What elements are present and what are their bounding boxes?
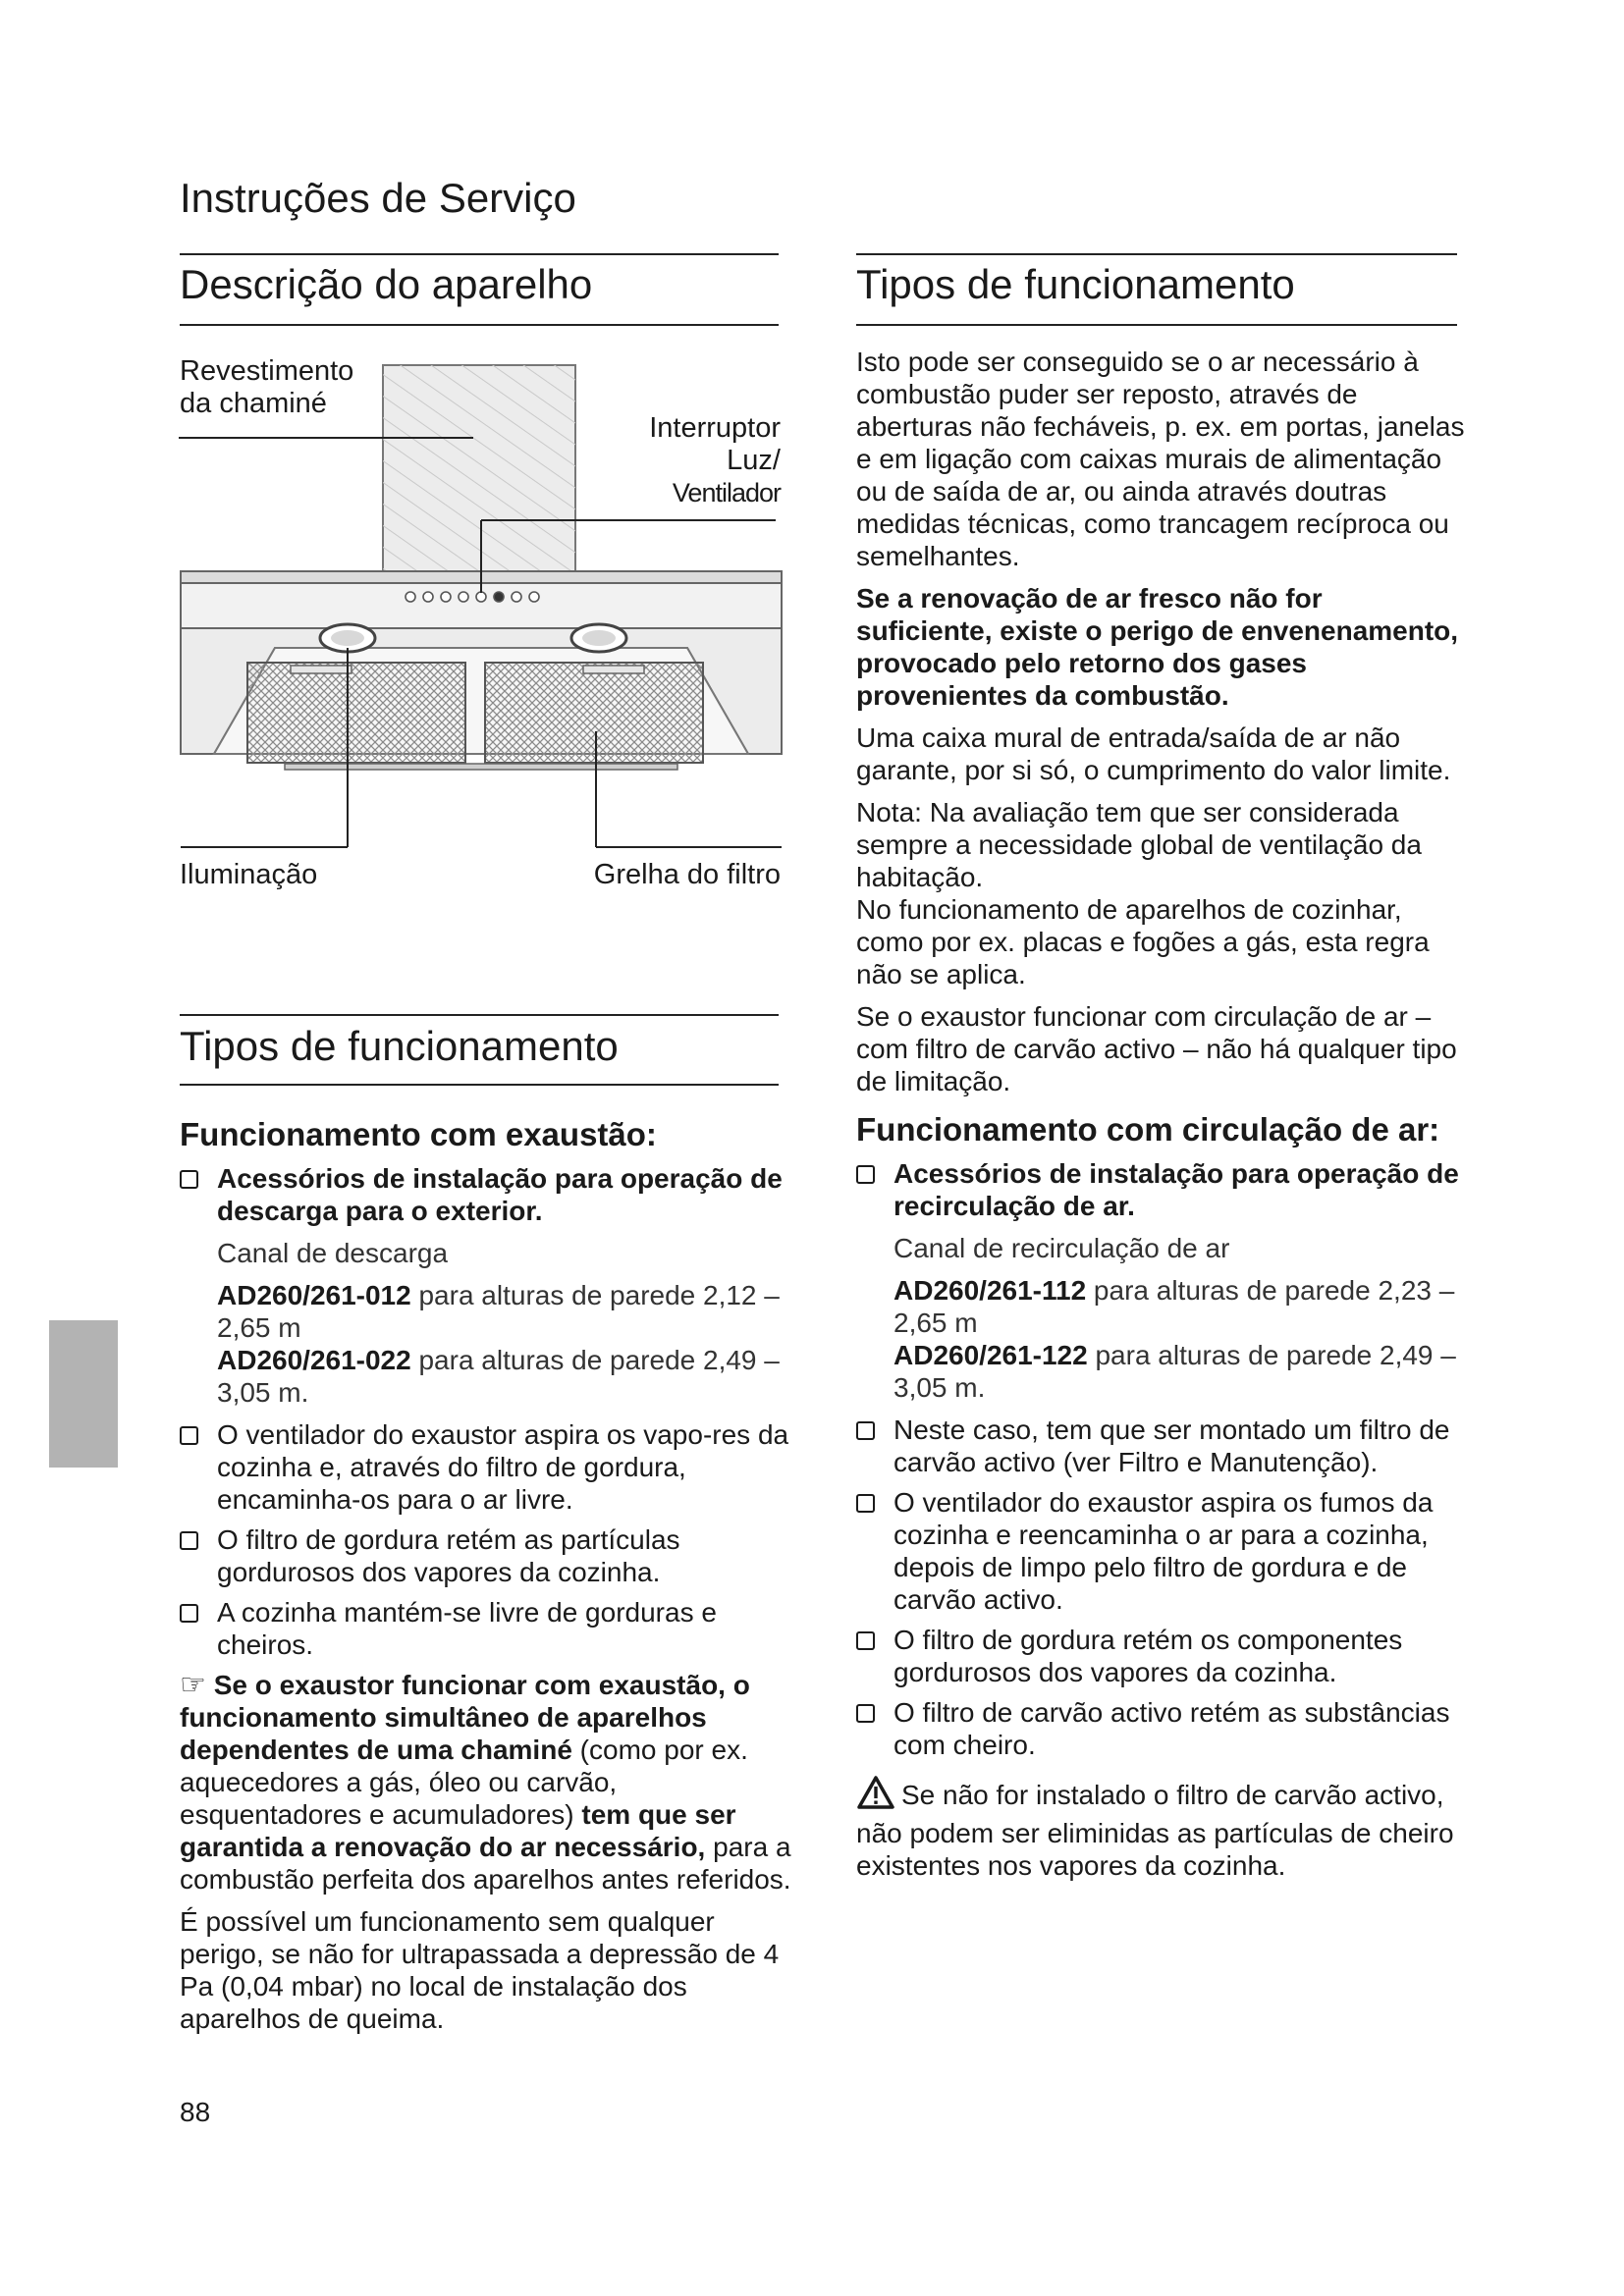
model-code: AD260/261-022 (217, 1345, 411, 1375)
final-warning-text: Se não for instalado o filtro de carvão activo, não podem ser eliminidas as partículas de cheiro existentes nos vapores da cozinha. (856, 1780, 1454, 1881)
paragraph: É possível um funcionamento sem qualquer perigo, se não for ultrapassada a depressão de 4 Pa (0,04 mbar) no local de instalação dos aparelhos de queima. (180, 1906, 780, 2034)
warning-paragraph: Se a renovação de ar fresco não for suficiente, existe o perigo de envenenamento, provocado pelo retorno dos gases provenientes da combustão. (856, 583, 1459, 711)
list-item (856, 1624, 1465, 1688)
list-item-text: O ventilador do exaustor aspira os vapo-res da cozinha e, através do filtro de gordura, encaminha-os para o ar livre. (217, 1419, 789, 1515)
model-desc: para alturas de parede 2,49 – 3,05 m. (217, 1345, 780, 1408)
list-item (180, 1596, 800, 1661)
left-body (180, 1116, 800, 2045)
model-desc: para alturas de parede 2,12 – 2,65 m (217, 1280, 780, 1343)
checkbox-bullet-icon (180, 1531, 198, 1550)
list-item-text: O ventilador do exaustor aspira os fumos da cozinha e reencaminha o ar para a cozinha, depois de limpo pelo filtro de gordura e de carvão activo. (893, 1487, 1434, 1615)
right-body (856, 346, 1465, 1892)
section-title-operation-left: Tipos de funcionamento (180, 1023, 619, 1069)
checkbox-bullet-icon (856, 1631, 875, 1650)
list-item (856, 1157, 1465, 1222)
list-item-text: O filtro de carvão activo retém as substâncias com cheiro. (893, 1697, 1450, 1760)
exhaust-heading: Funcionamento com exaustão: (180, 1116, 657, 1152)
checkbox-bullet-icon (180, 1426, 198, 1445)
accessory-title: Acessórios de instalação para operação de recirculação de ar. (893, 1158, 1459, 1221)
paragraph: Se o exaustor funcionar com circulação de ar – com filtro de carvão activo – não há qualquer tipo de limitação. (856, 1001, 1457, 1096)
list-item-text: Neste caso, tem que ser montado um filtro de carvão activo (ver Filtro e Manutenção). (893, 1415, 1450, 1477)
chimney-note (180, 1669, 800, 1896)
final-warning (856, 1775, 1465, 1882)
label-switch-line3: Ventilador (672, 478, 781, 507)
label-switch-line2: Luz/ (727, 445, 781, 476)
paragraph: Isto pode ser conseguido se o ar necessário à combustão puder ser reposto, através de aberturas não fecháveis, p. ex. em portas, janelas e em ligação com caixas murais de alimentação ou de saída de ar, ou ainda através doutras medidas técnicas, como trancagem recíproca ou semelhantes. (856, 347, 1465, 571)
model-1 (856, 1274, 1465, 1339)
model-2 (180, 1344, 800, 1409)
section-title-description: Descrição do aparelho (180, 261, 593, 307)
checkbox-bullet-icon (180, 1170, 198, 1189)
model-desc: para alturas de parede 2,49 – 3,05 m. (893, 1340, 1456, 1403)
list-item (180, 1523, 800, 1588)
list-item-text: A cozinha mantém-se livre de gorduras e cheiros. (217, 1597, 717, 1660)
circulation-heading: Funcionamento com circulação de ar: (856, 1111, 1440, 1148)
model-desc: para alturas de parede 2,23 – 2,65 m (893, 1275, 1455, 1338)
hand-pointer-icon: ☞ (180, 1669, 206, 1701)
list-item (856, 1486, 1465, 1616)
divider (180, 1014, 779, 1016)
divider (180, 253, 779, 255)
model-code: AD260/261-122 (893, 1340, 1088, 1370)
note-text: para a combustão perfeita dos aparelhos antes referidos. (180, 1832, 791, 1895)
checkbox-bullet-icon (856, 1704, 875, 1723)
checkbox-bullet-icon (180, 1604, 198, 1623)
label-filter-grille: Grelha do filtro (593, 859, 781, 890)
note-bold: tem que ser garantida a renovação do ar necessário, (180, 1799, 736, 1862)
divider (856, 253, 1457, 255)
model-code: AD260/261-012 (217, 1280, 411, 1310)
page-number: 88 (180, 2097, 211, 2127)
page-title: Instruções de Serviço (180, 175, 576, 221)
divider (180, 1084, 779, 1086)
model-code: AD260/261-112 (893, 1275, 1087, 1306)
model-1 (180, 1279, 800, 1344)
label-switch-line1: Interruptor (649, 412, 781, 444)
note-bold: Se o exaustor funcionar com exaustão, o funcionamento simultâneo de aparelhos dependentes de uma chaminé (180, 1670, 750, 1765)
note-text: (como por ex. aquecedores a gás, óleo ou carvão, esquentadores e acumuladores) (180, 1735, 748, 1830)
accessory-channel: Canal de recirculação de ar (893, 1233, 1230, 1263)
checkbox-bullet-icon (856, 1421, 875, 1440)
checkbox-bullet-icon (856, 1494, 875, 1513)
section-title-operation-right: Tipos de funcionamento (856, 261, 1295, 307)
divider (856, 324, 1457, 326)
divider (180, 324, 779, 326)
side-tab-marker (49, 1320, 118, 1468)
paragraph: No funcionamento de aparelhos de cozinhar, como por ex. placas e fogões a gás, esta regra não se aplica. (856, 894, 1430, 989)
paragraph: Nota: Na avaliação tem que ser considerada sempre a necessidade global de ventilação da habitação. (856, 797, 1422, 892)
warning-triangle-icon (856, 1775, 895, 1817)
list-item (856, 1696, 1465, 1761)
model-2 (856, 1339, 1465, 1404)
list-item (856, 1414, 1465, 1478)
checkbox-bullet-icon (856, 1165, 875, 1184)
label-chimney-cover: Revestimento da chaminé (180, 355, 354, 419)
label-lighting: Iluminação (180, 859, 318, 890)
label-switch (589, 412, 781, 509)
list-item-text: O filtro de gordura retém os componentes gordurosos dos vapores da cozinha. (893, 1625, 1403, 1687)
accessory-title: Acessórios de instalação para operação de descarga para o exterior. (217, 1163, 783, 1226)
list-item (180, 1418, 800, 1516)
paragraph: Uma caixa mural de entrada/saída de ar não garante, por si só, o cumprimento do valor limite. (856, 722, 1451, 785)
list-item-text: O filtro de gordura retém as partículas gordurosos dos vapores da cozinha. (217, 1524, 680, 1587)
accessory-channel: Canal de descarga (217, 1238, 449, 1268)
list-item (180, 1162, 800, 1227)
